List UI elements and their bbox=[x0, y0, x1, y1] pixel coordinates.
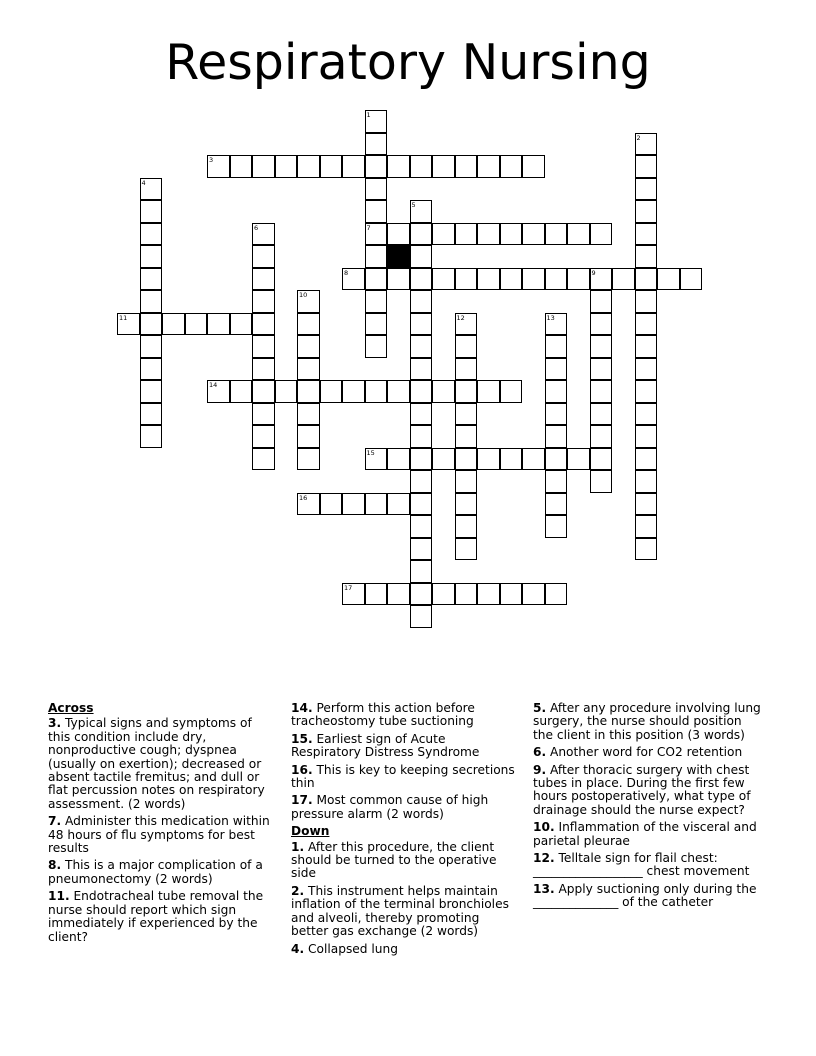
grid-cell[interactable] bbox=[410, 245, 433, 268]
grid-cell[interactable] bbox=[635, 425, 658, 448]
grid-cell[interactable] bbox=[455, 448, 478, 471]
grid-cell[interactable] bbox=[297, 290, 320, 313]
grid-cell[interactable] bbox=[635, 470, 658, 493]
grid-cell[interactable] bbox=[635, 538, 658, 561]
grid-cell[interactable] bbox=[545, 403, 568, 426]
clue-down-12: 12. Telltale sign for flail chest: __________________ chest movement bbox=[533, 851, 750, 879]
grid-cell[interactable] bbox=[635, 358, 658, 381]
clue-column-1 bbox=[48, 702, 273, 948]
clue-down-2: 2. This instrument helps maintain inflation of the terminal bronchioles and alveoli, thereby promoting better gas exchange (2 words) bbox=[291, 883, 509, 939]
grid-cell[interactable] bbox=[365, 245, 388, 268]
grid-cell[interactable] bbox=[410, 493, 433, 516]
clue-across-17: 17. Most common cause of high pressure alarm (2 words) bbox=[291, 793, 489, 821]
grid-cell[interactable] bbox=[365, 448, 388, 471]
grid-cell[interactable] bbox=[635, 245, 658, 268]
grid-cell[interactable] bbox=[590, 223, 613, 246]
grid-cell[interactable] bbox=[635, 403, 658, 426]
grid-cell[interactable] bbox=[455, 470, 478, 493]
grid-cell[interactable] bbox=[635, 380, 658, 403]
grid-cell[interactable] bbox=[410, 560, 433, 583]
grid-cell[interactable] bbox=[477, 223, 500, 246]
grid-cell[interactable] bbox=[252, 335, 275, 358]
grid-cell[interactable] bbox=[545, 493, 568, 516]
grid-cell[interactable] bbox=[567, 268, 590, 291]
grid-cell[interactable] bbox=[680, 268, 703, 291]
grid-cell[interactable] bbox=[590, 335, 613, 358]
grid-cell[interactable] bbox=[117, 313, 140, 336]
grid-cell[interactable] bbox=[567, 448, 590, 471]
grid-cell[interactable] bbox=[410, 515, 433, 538]
clue-down-13: 13. Apply suctioning only during the ______________ of the catheter bbox=[533, 881, 757, 910]
grid-cell[interactable] bbox=[342, 493, 365, 516]
grid-cell[interactable] bbox=[545, 515, 568, 538]
grid-cell[interactable] bbox=[140, 178, 163, 201]
grid-cell[interactable] bbox=[635, 515, 658, 538]
clue-across-3: 3. Typical signs and symptoms of this condition include dry, nonproductive cough; dyspnea (usually on exertion); decreased or absent tactile fremitus; and dull or flat percussion notes on respiratory assessment. (2 words) bbox=[48, 716, 265, 811]
clue-down-4: 4. Collapsed lung bbox=[291, 941, 398, 956]
grid-cell[interactable] bbox=[410, 448, 433, 471]
grid-cell[interactable] bbox=[410, 358, 433, 381]
grid-cell[interactable] bbox=[387, 223, 410, 246]
grid-cell[interactable] bbox=[455, 380, 478, 403]
grid-cell[interactable] bbox=[590, 380, 613, 403]
grid-cell[interactable] bbox=[140, 268, 163, 291]
clue-number: 15 bbox=[366, 448, 375, 457]
grid-cell[interactable] bbox=[477, 380, 500, 403]
grid-cell[interactable] bbox=[207, 313, 230, 336]
grid-cell[interactable] bbox=[387, 155, 410, 178]
clue-down-10: 10. Inflammation of the visceral and parietal pleurae bbox=[533, 820, 757, 848]
grid-cell[interactable] bbox=[365, 200, 388, 223]
grid-cell[interactable] bbox=[590, 403, 613, 426]
grid-cell[interactable] bbox=[410, 290, 433, 313]
clue-number: 1 bbox=[366, 111, 371, 119]
clue-number: 14 bbox=[209, 381, 218, 389]
grid-cell[interactable] bbox=[320, 493, 343, 516]
grid-cell[interactable] bbox=[567, 223, 590, 246]
grid-cell[interactable] bbox=[455, 425, 478, 448]
grid-cell[interactable] bbox=[252, 245, 275, 268]
grid-cell[interactable] bbox=[365, 493, 388, 516]
grid-cell[interactable] bbox=[410, 268, 433, 291]
grid-cell[interactable] bbox=[365, 268, 388, 291]
grid-cell[interactable] bbox=[545, 583, 568, 606]
grid-cell[interactable] bbox=[365, 178, 388, 201]
grid-cell[interactable] bbox=[635, 155, 658, 178]
grid-cell[interactable] bbox=[477, 155, 500, 178]
grid-cell[interactable] bbox=[297, 313, 320, 336]
grid-cell[interactable] bbox=[410, 605, 433, 628]
grid-cell[interactable] bbox=[635, 493, 658, 516]
grid-cell[interactable] bbox=[252, 223, 275, 246]
grid-cell[interactable] bbox=[252, 155, 275, 178]
grid-cell[interactable] bbox=[545, 380, 568, 403]
grid-cell[interactable] bbox=[275, 380, 298, 403]
grid-cell[interactable] bbox=[432, 380, 455, 403]
grid-cell[interactable] bbox=[410, 425, 433, 448]
grid-cell[interactable] bbox=[410, 403, 433, 426]
clue-column-3 bbox=[533, 702, 765, 914]
grid-cell[interactable] bbox=[590, 268, 613, 291]
grid-cell[interactable] bbox=[342, 268, 365, 291]
clue-number: 2 bbox=[636, 133, 641, 142]
grid-cell[interactable] bbox=[297, 380, 320, 403]
grid-cell[interactable] bbox=[477, 583, 500, 606]
clue-number: 8 bbox=[344, 268, 349, 277]
grid-cell[interactable] bbox=[500, 223, 523, 246]
clue-column-2 bbox=[291, 702, 519, 960]
clue-number: 4 bbox=[141, 178, 146, 187]
grid-cell[interactable] bbox=[500, 155, 523, 178]
clue-across-14: 14. Perform this action before tracheostomy tube suctioning bbox=[291, 701, 475, 729]
grid-cell[interactable] bbox=[140, 380, 163, 403]
grid-cell[interactable] bbox=[635, 223, 658, 246]
grid-cell[interactable] bbox=[590, 358, 613, 381]
grid-cell[interactable] bbox=[252, 313, 275, 336]
puzzle-title: Respiratory Nursing bbox=[165, 34, 651, 91]
grid-cell[interactable] bbox=[297, 425, 320, 448]
grid-cell[interactable] bbox=[207, 380, 230, 403]
down-heading: Down bbox=[291, 824, 330, 839]
grid-cell[interactable] bbox=[455, 155, 478, 178]
clue-number: 6 bbox=[254, 223, 259, 232]
grid-cell[interactable] bbox=[590, 313, 613, 336]
grid-cell[interactable] bbox=[635, 313, 658, 336]
grid-cell[interactable] bbox=[410, 380, 433, 403]
grid-cell[interactable] bbox=[297, 403, 320, 426]
grid-cell[interactable] bbox=[455, 583, 478, 606]
grid-cell[interactable] bbox=[297, 493, 320, 516]
grid-cell[interactable] bbox=[590, 290, 613, 313]
grid-cell[interactable] bbox=[365, 313, 388, 336]
clue-number: 3 bbox=[209, 156, 214, 164]
grid-cell[interactable] bbox=[387, 380, 410, 403]
grid-cell[interactable] bbox=[432, 155, 455, 178]
clue-number: 10 bbox=[299, 291, 308, 299]
grid-cell[interactable] bbox=[522, 223, 545, 246]
grid-cell[interactable] bbox=[545, 268, 568, 291]
grid-cell[interactable] bbox=[275, 155, 298, 178]
grid-cell[interactable] bbox=[320, 155, 343, 178]
clue-number: 17 bbox=[344, 583, 353, 592]
grid-cell[interactable] bbox=[432, 223, 455, 246]
grid-cell[interactable] bbox=[455, 358, 478, 381]
grid-cell[interactable] bbox=[365, 155, 388, 178]
grid-cell[interactable] bbox=[252, 380, 275, 403]
grid-cell[interactable] bbox=[635, 448, 658, 471]
clue-across-11: 11. Endotracheal tube removal the nurse should report which sign immediately if experienced by the client? bbox=[48, 889, 264, 944]
grid-cell[interactable] bbox=[545, 313, 568, 336]
grid-cell[interactable] bbox=[612, 268, 635, 291]
grid-cell[interactable] bbox=[545, 448, 568, 471]
grid-cell[interactable] bbox=[590, 470, 613, 493]
grid-cell[interactable] bbox=[410, 335, 433, 358]
grid-cell[interactable] bbox=[522, 268, 545, 291]
grid-cell[interactable] bbox=[387, 268, 410, 291]
grid-cell[interactable] bbox=[522, 155, 545, 178]
grid-cell[interactable] bbox=[365, 290, 388, 313]
clue-down-1: 1. After this procedure, the client should be turned to the operative side bbox=[291, 839, 497, 881]
grid-cell[interactable] bbox=[545, 425, 568, 448]
grid-cell[interactable] bbox=[410, 470, 433, 493]
grid-cell[interactable] bbox=[455, 335, 478, 358]
grid-cell[interactable] bbox=[410, 583, 433, 606]
grid-cell[interactable] bbox=[410, 313, 433, 336]
grid-cell[interactable] bbox=[635, 268, 658, 291]
grid-cell[interactable] bbox=[252, 268, 275, 291]
clue-number: 7 bbox=[366, 223, 371, 232]
grid-cell[interactable] bbox=[635, 133, 658, 156]
grid-cell[interactable] bbox=[545, 335, 568, 358]
grid-cell[interactable] bbox=[410, 155, 433, 178]
clue-down-9: 9. After thoracic surgery with chest tubes in place. During the first few hours postoperatively, what type of drainage should the nurse expect? bbox=[533, 762, 751, 817]
grid-cell[interactable] bbox=[252, 425, 275, 448]
clue-number: 13 bbox=[546, 313, 555, 322]
clue-number: 11 bbox=[119, 313, 128, 322]
grid-cell[interactable] bbox=[320, 380, 343, 403]
grid-cell[interactable] bbox=[140, 290, 163, 313]
across-heading: Across bbox=[48, 701, 94, 715]
grid-cell[interactable] bbox=[365, 335, 388, 358]
grid-cell[interactable] bbox=[140, 358, 163, 381]
grid-cell[interactable] bbox=[500, 583, 523, 606]
grid-cell[interactable] bbox=[410, 538, 433, 561]
grid-cell[interactable] bbox=[455, 403, 478, 426]
grid-cell[interactable] bbox=[140, 313, 163, 336]
grid-cell[interactable] bbox=[230, 380, 253, 403]
grid-cell[interactable] bbox=[140, 245, 163, 268]
grid-cell[interactable] bbox=[365, 223, 388, 246]
grid-cell[interactable] bbox=[500, 448, 523, 471]
grid-cell[interactable] bbox=[252, 403, 275, 426]
clue-number: 12 bbox=[456, 313, 465, 322]
grid-cell[interactable] bbox=[635, 290, 658, 313]
grid-cell[interactable] bbox=[500, 380, 523, 403]
grid-cell[interactable] bbox=[297, 335, 320, 358]
grid-cell[interactable] bbox=[297, 358, 320, 381]
grid-cell[interactable] bbox=[252, 358, 275, 381]
grid-cell[interactable] bbox=[477, 268, 500, 291]
grid-cell[interactable] bbox=[410, 223, 433, 246]
grid-cell[interactable] bbox=[455, 268, 478, 291]
grid-cell[interactable] bbox=[365, 110, 388, 133]
grid-cell[interactable] bbox=[545, 470, 568, 493]
grid-cell[interactable] bbox=[477, 448, 500, 471]
grid-cell[interactable] bbox=[140, 403, 163, 426]
grid-cell[interactable] bbox=[140, 425, 163, 448]
grid-cell[interactable] bbox=[185, 313, 208, 336]
grid-cell[interactable] bbox=[230, 155, 253, 178]
grid-cell[interactable] bbox=[635, 335, 658, 358]
grid-cell[interactable] bbox=[162, 313, 185, 336]
grid-cell[interactable] bbox=[387, 493, 410, 516]
clue-number: 5 bbox=[411, 201, 416, 209]
clue-number: 16 bbox=[299, 493, 308, 502]
grid-cell[interactable] bbox=[590, 425, 613, 448]
clue-across-16: 16. This is key to keeping secretions thin bbox=[291, 762, 515, 791]
grid-cell[interactable] bbox=[387, 583, 410, 606]
grid-cell[interactable] bbox=[297, 155, 320, 178]
grid-cell[interactable] bbox=[140, 335, 163, 358]
clue-down-6: 6. Another word for CO2 retention bbox=[533, 745, 743, 760]
grid-cell[interactable] bbox=[342, 380, 365, 403]
clue-across-7: 7. Administer this medication within 48 hours of flu symptoms for best results bbox=[48, 814, 270, 856]
grid-cell[interactable] bbox=[545, 358, 568, 381]
clue-down-5: 5. After any procedure involving lung surgery, the nurse should position the client in this position (3 words) bbox=[533, 701, 761, 742]
grid-cell[interactable] bbox=[410, 200, 433, 223]
grid-cell[interactable] bbox=[432, 448, 455, 471]
grid-cell[interactable] bbox=[522, 583, 545, 606]
grid-cell[interactable] bbox=[207, 155, 230, 178]
grid-cell[interactable] bbox=[455, 223, 478, 246]
grid-cell[interactable] bbox=[342, 155, 365, 178]
grid-cell[interactable] bbox=[140, 223, 163, 246]
grid-cell[interactable] bbox=[230, 313, 253, 336]
grid-cell[interactable] bbox=[635, 178, 658, 201]
grid-cell[interactable] bbox=[365, 133, 388, 156]
grid-cell[interactable] bbox=[140, 200, 163, 223]
blocked-cell bbox=[387, 245, 410, 268]
grid-cell[interactable] bbox=[252, 448, 275, 471]
grid-cell[interactable] bbox=[455, 493, 478, 516]
grid-cell[interactable] bbox=[635, 200, 658, 223]
grid-cell[interactable] bbox=[432, 583, 455, 606]
clue-number: 9 bbox=[591, 268, 596, 277]
clue-across-8: 8. This is a major complication of a pneumonectomy (2 words) bbox=[48, 858, 263, 886]
grid-cell[interactable] bbox=[545, 223, 568, 246]
grid-cell[interactable] bbox=[342, 583, 365, 606]
clue-across-15: 15. Earliest sign of Acute Respiratory Distress Syndrome bbox=[291, 731, 480, 760]
grid-cell[interactable] bbox=[522, 448, 545, 471]
grid-cell[interactable] bbox=[365, 583, 388, 606]
grid-cell[interactable] bbox=[365, 380, 388, 403]
grid-cell[interactable] bbox=[590, 448, 613, 471]
grid-cell[interactable] bbox=[455, 538, 478, 561]
grid-cell[interactable] bbox=[387, 448, 410, 471]
grid-cell[interactable] bbox=[500, 268, 523, 291]
grid-cell[interactable] bbox=[455, 515, 478, 538]
grid-cell[interactable] bbox=[252, 290, 275, 313]
grid-cell[interactable] bbox=[432, 268, 455, 291]
grid-cell[interactable] bbox=[297, 448, 320, 471]
grid-cell[interactable] bbox=[455, 313, 478, 336]
grid-cell[interactable] bbox=[657, 268, 680, 291]
